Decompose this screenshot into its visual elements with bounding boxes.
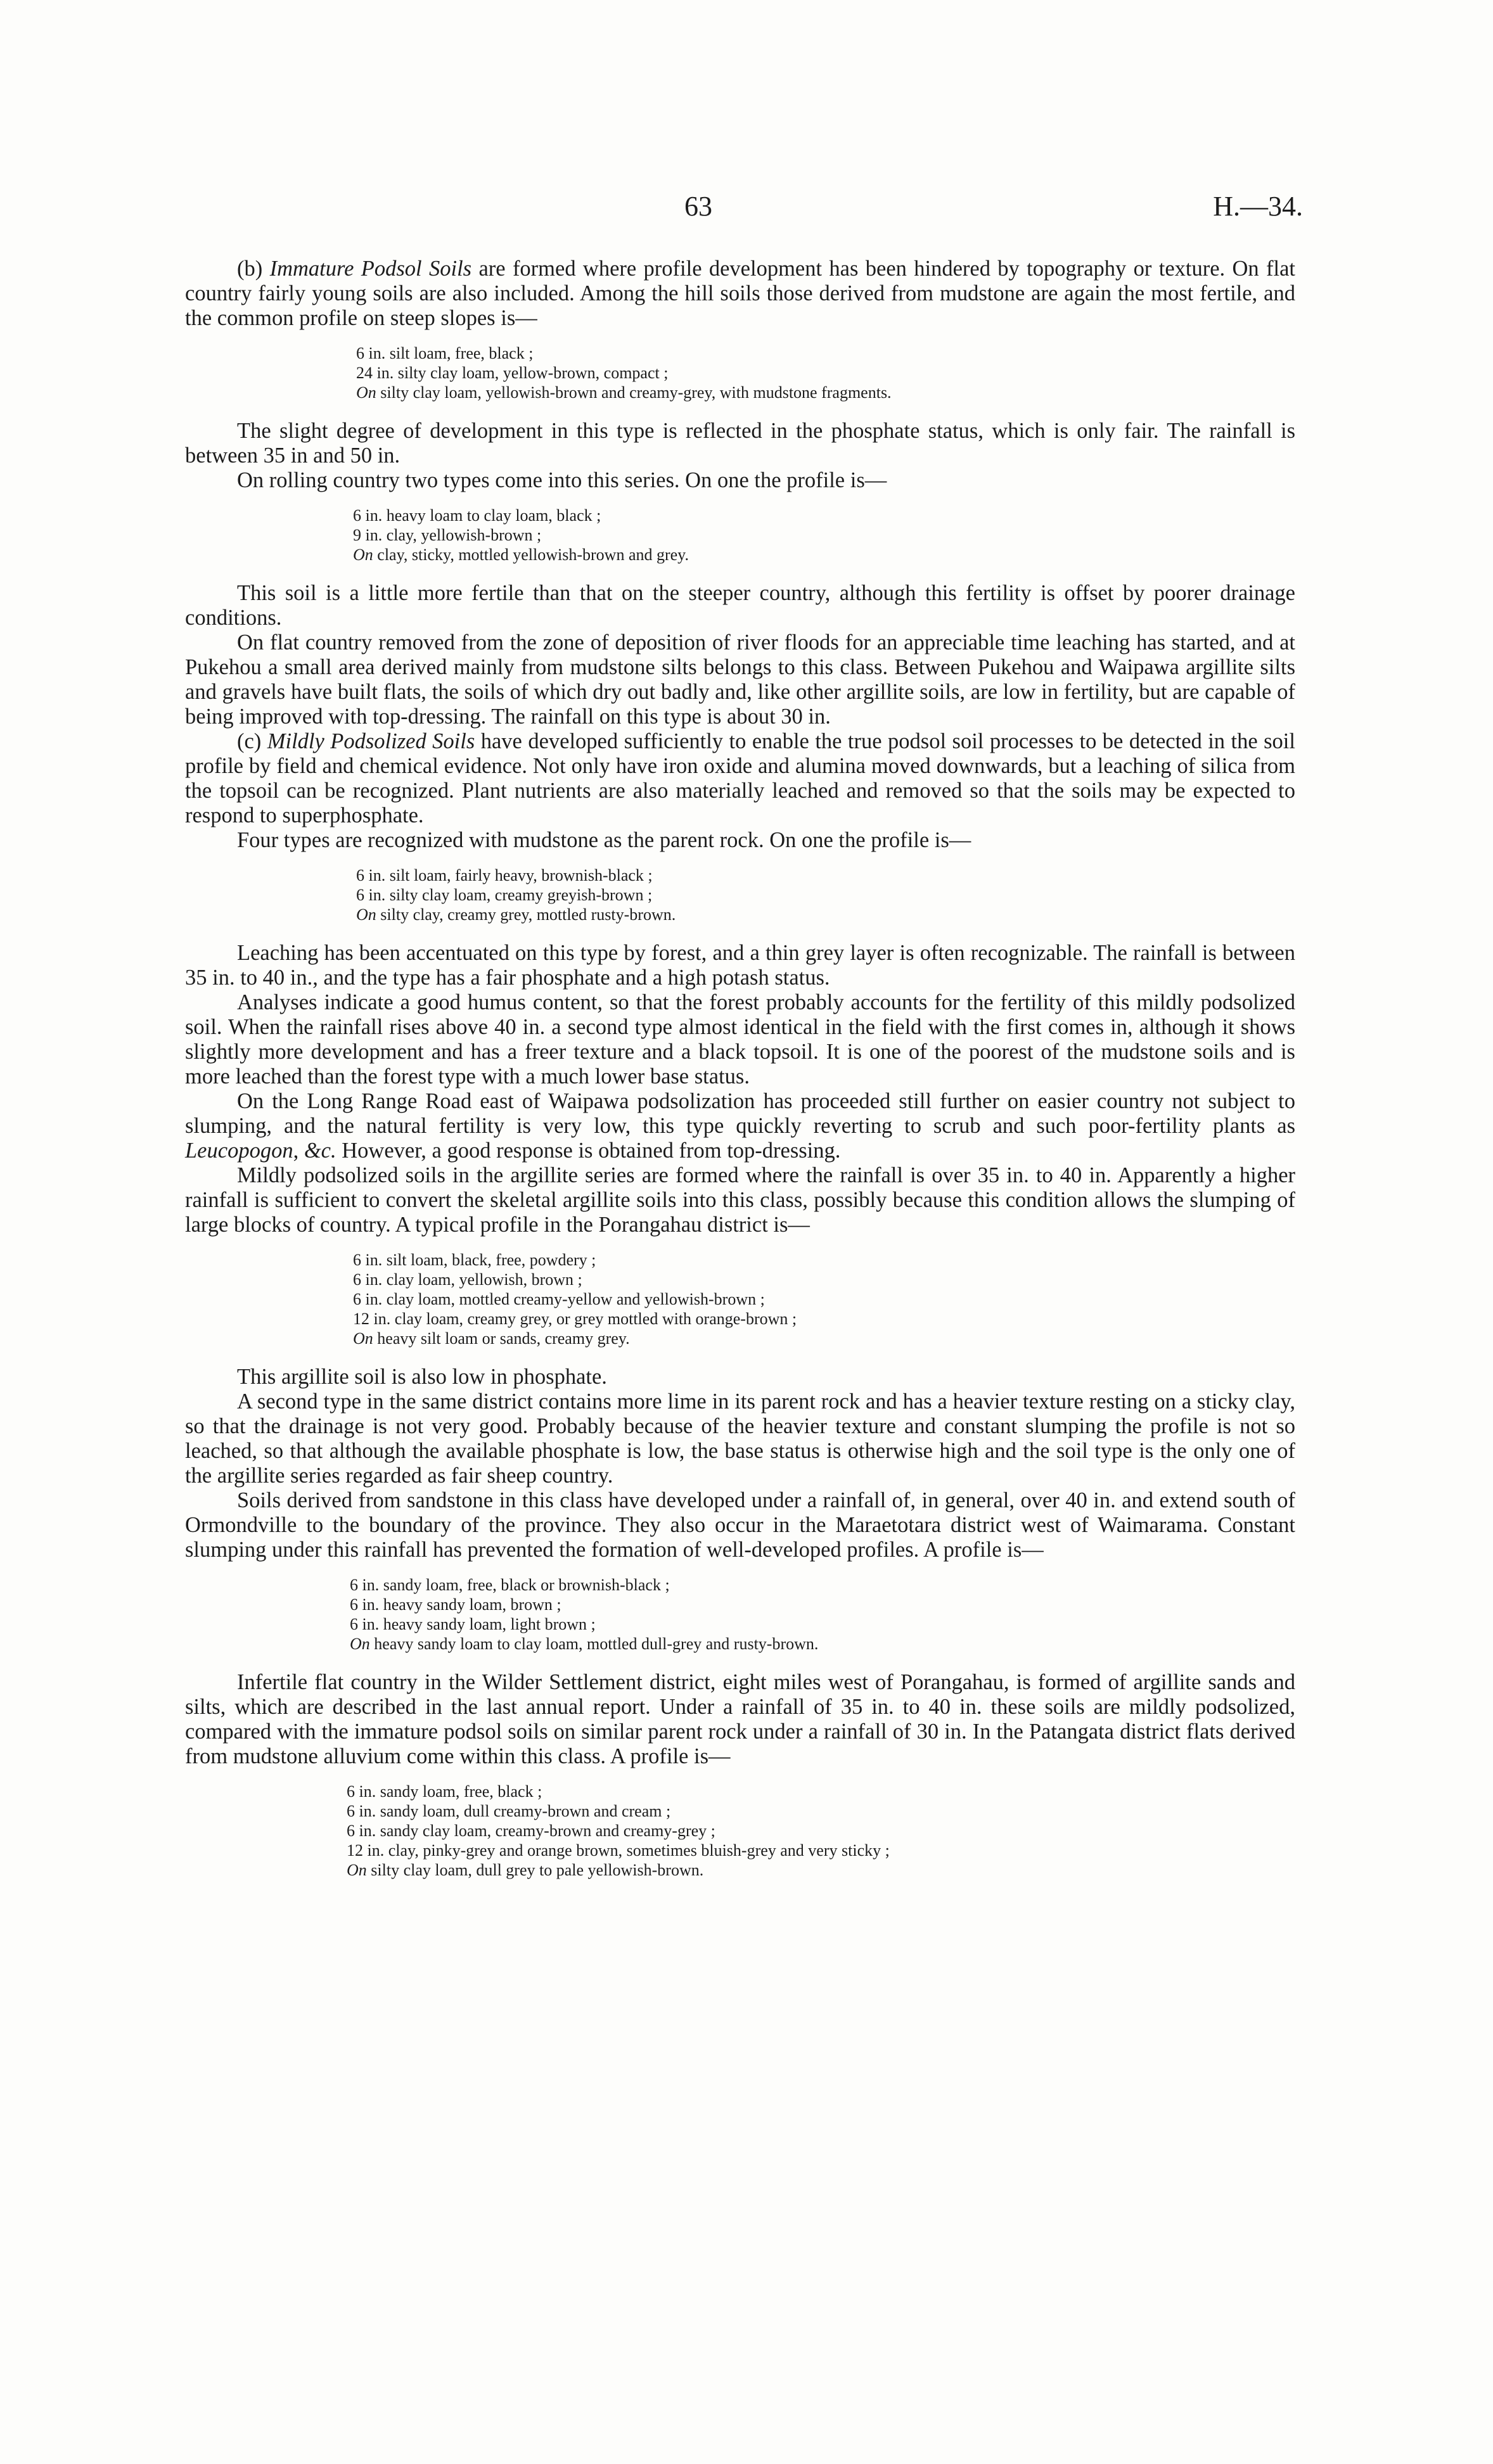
profile-line: 6 in. clay loam, mottled creamy-yellow and yellowish-brown ;: [353, 1290, 765, 1308]
profile-line: On heavy silt loam or sands, creamy grey.: [353, 1329, 630, 1348]
paragraph: Leaching has been accentuated on this type by forest, and a thin grey layer is often recognizable. The rainfall is between 35 in. to 40 in., and the type has a fair phosphate and a high potash status.: [185, 941, 1295, 990]
profile-line: 24 in. silty clay loam, yellow-brown, compact ;: [356, 364, 669, 382]
profile-line: 6 in. silty clay loam, creamy greyish-brown ;: [356, 886, 653, 904]
genus-name: Leucopogon: [185, 1139, 293, 1163]
profile-line: 6 in. heavy sandy loam, light brown ;: [350, 1615, 596, 1633]
section-label-c: (c): [237, 729, 262, 753]
paragraph: This argillite soil is also low in phosphate.: [237, 1365, 607, 1389]
profile-line: 6 in. heavy loam to clay loam, black ;: [353, 506, 601, 525]
profile-line: On silty clay loam, yellowish-brown and creamy-grey, with mudstone fragments.: [356, 383, 892, 402]
soil-profile-3: [185, 865, 1295, 924]
profile-line: 6 in. clay loam, yellowish, brown ;: [353, 1270, 582, 1289]
page-header: [0, 190, 1493, 234]
profile-line: On heavy sandy loam to clay loam, mottled dull-grey and rusty-brown.: [350, 1635, 819, 1653]
paragraph: Analyses indicate a good humus content, so that the forest probably accounts for the fertility of this mildly podsolized soil. When the rainfall rises above 40 in. a second type almost identical in the field with the first comes in, although it shows slightly more development and has a freer texture and a black topsoil. It is one of the poorest of the mudstone soils and is more leached than the forest type with a much lower base status.: [185, 990, 1295, 1088]
paragraph-mildly-intro: (c) Mildly Podsolized Soils have developed sufficiently to enable the true podsol soil processes to be detected in the soil profile by field and chemical evidence. Not only have iron oxide and alumina moved downwards, but a leaching of silica from the topsoil can be recognized. Plant nutrients are also materially leached and removed so that the soils may be expected to respond to superphosphate.: [185, 729, 1295, 827]
profile-line: On silty clay loam, dull grey to pale yellowish-brown.: [347, 1861, 704, 1879]
page-number: 63: [684, 191, 712, 222]
profile-line: 6 in. sandy loam, free, black ;: [347, 1782, 542, 1801]
paragraph: Four types are recognized with mudstone as the parent rock. On one the profile is—: [237, 828, 971, 852]
section-heading-immature-podsol-soils: Immature Podsol Soils: [269, 257, 472, 281]
paragraph: A second type in the same district contains more lime in its parent rock and has a heavier texture resting on a sticky clay, so that the drainage is not very good. Probably because of the heavier texture and constant slumping the profile is not so leached, so that although the available phosphate is low, the base status is otherwise high and the soil type is the only one of the argillite series regarded as fair sheep country.: [185, 1389, 1295, 1488]
body-text: [185, 257, 1295, 1896]
soil-profile-6: [185, 1782, 1295, 1880]
paragraph-immature-intro: (b) Immature Podsol Soils are formed where profile development has been hindered by topography or texture. On flat country fairly young soils are also included. Among the hill soils those derived from mudstone are again the most fertile, and the common profile on steep slopes is—: [185, 257, 1296, 330]
soil-profile-4: [185, 1250, 1295, 1348]
profile-line: On silty clay, creamy grey, mottled rusty-brown.: [356, 905, 676, 924]
profile-line: 9 in. clay, yellowish-brown ;: [353, 526, 542, 544]
profile-line: 12 in. clay loam, creamy grey, or grey mottled with orange-brown ;: [353, 1310, 797, 1328]
soil-profile-5: [185, 1575, 1295, 1654]
paragraph: On the Long Range Road east of Waipawa podsolization has proceeded still further on easier country not subject to slumping, and the natural fertility is very low, this type quickly reverting to scrub and such poor-fertility plants as Leucopogon, &c. However, a good response is obtained from top-dressing.: [185, 1089, 1295, 1163]
profile-line: 12 in. clay, pinky-grey and orange brown, sometimes bluish-grey and very sticky ;: [347, 1841, 890, 1860]
paragraph: Mildly podsolized soils in the argillite series are formed where the rainfall is over 35 in. to 40 in. Apparently a higher rainfall is sufficient to convert the skeletal argillite soils into this class, possibly because this condition allows the slumping of large blocks of country. A typical profile in the Porangahau district is—: [185, 1163, 1295, 1237]
paragraph: On flat country removed from the zone of deposition of river floods for an appreciable time leaching has started, and at Pukehou a small area derived mainly from mudstone silts belongs to this class. Between Pukehou and Waipawa argillite silts and gravels have built flats, the soils of which dry out badly and, like other argillite soils, are low in fertility, but are capable of being improved with top-dressing. The rainfall on this type is about 30 in.: [185, 630, 1295, 729]
profile-line: 6 in. sandy loam, free, black or brownish-black ;: [350, 1576, 670, 1594]
paragraph: On rolling country two types come into this series. On one the profile is—: [237, 468, 887, 492]
profile-line: 6 in. silt loam, fairly heavy, brownish-black ;: [356, 866, 653, 884]
section-heading-mildly-podsolized-soils: Mildly Podsolized Soils: [267, 729, 475, 753]
profile-line: On clay, sticky, mottled yellowish-brown and grey.: [353, 546, 689, 564]
profile-line: 6 in. silt loam, black, free, powdery ;: [353, 1251, 596, 1269]
profile-line: 6 in. sandy loam, dull creamy-brown and cream ;: [347, 1802, 671, 1820]
profile-line: 6 in. silt loam, free, black ;: [356, 344, 534, 362]
profile-line: 6 in. heavy sandy loam, brown ;: [350, 1595, 561, 1614]
paragraph: Soils derived from sandstone in this class have developed under a rainfall of, in general, over 40 in. and extend south of Ormondville to the boundary of the province. They also occur in the Maraetotara district west of Waimarama. Constant slumping under this rainfall has prevented the formation of well-developed profiles. A profile is—: [185, 1488, 1295, 1562]
paragraph: This soil is a little more fertile than that on the steeper country, although this fertility is offset by poorer drainage conditions.: [185, 581, 1295, 630]
soil-profile-1: [185, 343, 1295, 402]
paragraph: The slight degree of development in this type is reflected in the phosphate status, which is only fair. The rainfall is between 35 in and 50 in.: [185, 419, 1295, 468]
soil-profile-2: [185, 506, 1295, 565]
profile-line: 6 in. sandy clay loam, creamy-brown and creamy-grey ;: [347, 1822, 715, 1840]
document-reference: H.—34.: [1213, 191, 1303, 222]
section-label-b: (b): [237, 257, 263, 281]
paragraph: Infertile flat country in the Wilder Settlement district, eight miles west of Porangahau, is formed of argillite sands and silts, which are described in the last annual report. Under a rainfall of 35 in. to 40 in. these soils are mildly podsolized, compared with the immature podsol soils on similar parent rock under a rainfall of 30 in. In the Patangata district flats derived from mudstone alluvium come within this class. A profile is—: [185, 1670, 1295, 1768]
